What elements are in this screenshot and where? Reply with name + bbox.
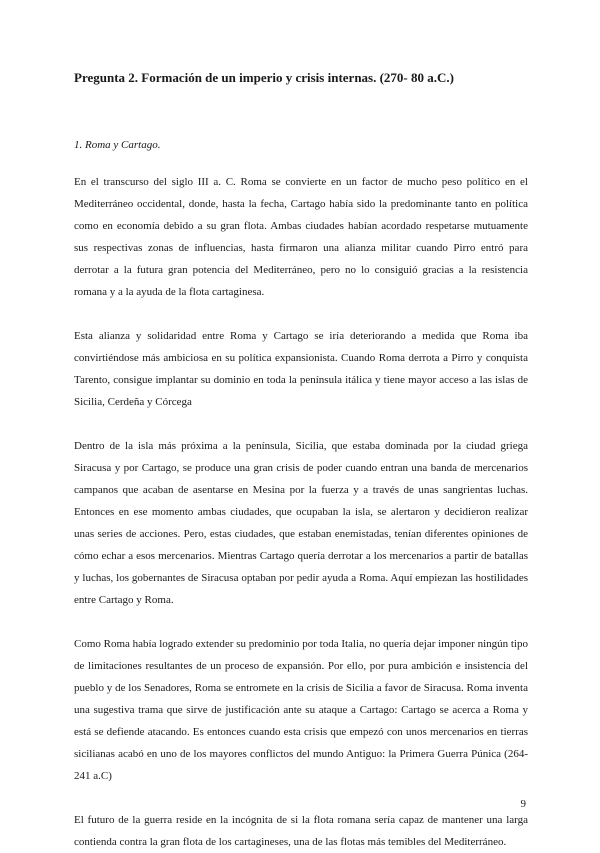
paragraph-5: El futuro de la guerra reside en la incógnita de si la flota romana sería capaz de mantener una larga contienda contra la gran flota de los cartagineses, una de las flotas más temibles del Mediterráneo. — [74, 814, 528, 848]
paragraph-1: En el transcurso del siglo III a. C. Roma se convierte en un factor de mucho peso político en el Mediterráneo occidental, donde, hasta la fecha, Cartago había sido la predominante tanto en política como en economía debido a su gran flota. Ambas ciudades habían acordado respetarse mutuamente sus respectivas zonas de influencias, hasta firmaron una alianza militar cuando Pirro entró para derrotar a la futura gran potencia del Mediterráneo, pero no lo consiguió gracias a la resistencia romana y a la ayuda de la flota cartaginesa. — [74, 176, 528, 298]
page-heading: Pregunta 2. Formación de un imperio y crisis internas. (270- 80 a.C.) — [74, 70, 454, 85]
paragraph-2: Esta alianza y solidaridad entre Roma y Cartago se iría deteriorando a medida que Roma iba convirtiéndose más ambiciosa en su política expansionista. Cuando Roma derrota a Pirro y conquista Tarento, consigue implantar su dominio en toda la península itálica y tiene mayor acceso a las islas de Sicilia, Cerdeña y Córcega — [74, 330, 528, 408]
page-content — [74, 68, 528, 853]
section-title: 1. Roma y Cartago. — [74, 139, 161, 151]
page-number: 9 — [520, 798, 526, 810]
paragraph-4: Como Roma había logrado extender su predominio por toda Italia, no quería dejar imponer ningún tipo de limitaciones resultantes de un proceso de expansión. Por ello, por pura ambición e insistencia del pueblo y de los Senadores, Roma se entromete en la crisis de Sicilia a favor de Siracusa. Roma inventa una sugestiva trama que sirve de justificación ante su ataque a Cartago: Cartago se acerca a Roma y está se defiende atacando. Es entonces cuando esta crisis que empezó con unos mercenarios en tierras sicilianas acabó en uno de los mayores conflictos del mundo Antiguo: la Primera Guerra Púnica (264-241 a.C) — [74, 638, 528, 782]
paragraph-3: Dentro de la isla más próxima a la península, Sicilia, que estaba dominada por la ciudad griega Siracusa y por Cartago, se produce una gran crisis de poder cuando entran una banda de mercenarios campanos que acaban de asentarse en Mesina por la fuerza y a través de unas sangrientas luchas. Entonces en ese momento ambas ciudades, que ocupaban la isla, se alertaron y decidieron realizar unas series de acciones. Pero, estas ciudades, que estaban enemistadas, tenían diferentes opiniones de cómo echar a esos mercenarios. Mientras Cartago quería derrotar a los mercenarios a partir de batallas y luchas, los gobernantes de Siracusa optaban por pedir ayuda a Roma. Aquí empiezan las hostilidades entre Cartago y Roma. — [74, 440, 528, 606]
